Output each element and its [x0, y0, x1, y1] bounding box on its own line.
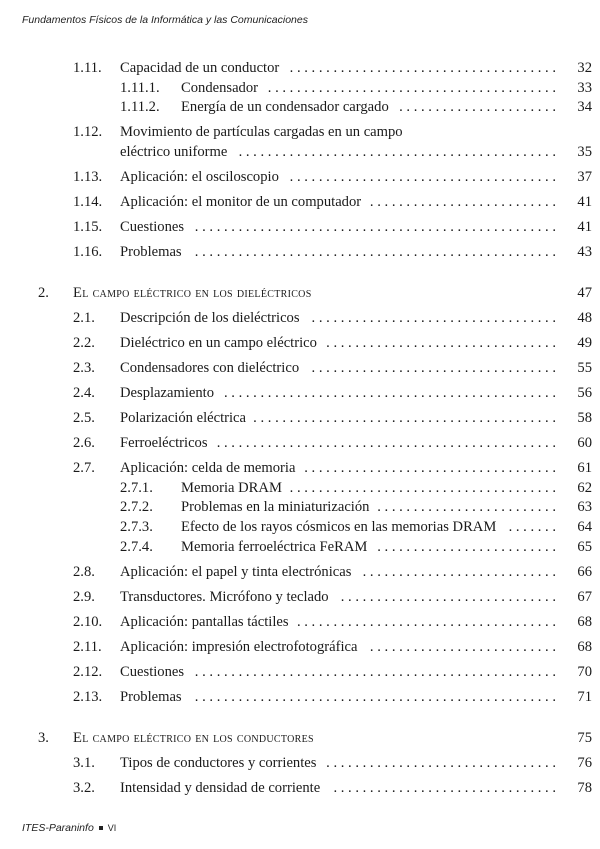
page-footer — [22, 822, 116, 834]
entry-number: 2.2. — [73, 334, 95, 351]
entry-number: 1.11.1. — [120, 79, 160, 96]
toc-chapter[interactable] — [0, 729, 600, 747]
entry-page: 76 — [577, 754, 592, 771]
toc-entry[interactable] — [0, 193, 600, 211]
entry-title: Problemas — [120, 688, 182, 705]
entry-number: 3.1. — [73, 754, 95, 771]
dot-leader: . . . . . . . . . . . . . . . . . . . . . . . . . . . . . . . . . . . . . . . . . . . . . . . — [216, 434, 556, 451]
entry-page: 48 — [577, 309, 592, 326]
entry-number: 2.3. — [73, 359, 95, 376]
entry-number: 2.1. — [73, 309, 95, 326]
entry-number: 2.13. — [73, 688, 103, 705]
entry-title: Problemas en la miniaturización — [181, 499, 370, 516]
entry-number: 1.11. — [73, 60, 102, 76]
dot-leader: . . . . . . . . . . . . . . . . . . . . . . . . . — [377, 538, 556, 555]
running-header: Fundamentos Físicos de la Informática y las Comunicaciones — [22, 14, 308, 26]
entry-title: Tipos de conductores y corrientes — [120, 754, 317, 771]
entry-number: 1.11.2. — [120, 99, 160, 116]
entry-page: 71 — [577, 688, 592, 705]
toc-entry[interactable] — [0, 218, 600, 236]
dot-leader: . . . . . . . . . . . . . . . . . . . . . . . . . . . . . . . . . . . . . — [289, 60, 556, 76]
entry-number: 2.12. — [73, 663, 103, 680]
toc-entry[interactable] — [0, 59, 600, 77]
entry-title: Ferroeléctricos — [120, 434, 208, 451]
entry-page: 62 — [577, 479, 592, 496]
toc-entry[interactable] — [0, 613, 600, 631]
entry-title: Polarización eléctrica — [120, 409, 246, 426]
entry-page: 47 — [577, 284, 592, 301]
entry-title: Aplicación: pantallas táctiles — [120, 613, 289, 630]
entry-title: Intensidad y densidad de corriente — [120, 779, 321, 796]
entry-page: 55 — [577, 359, 592, 376]
dot-leader: . . . . . . . . . . . . . . . . . . . . . . . . . . . . . . . . . . . . . . . . . . . . . . . . . . — [194, 663, 556, 680]
entry-page: 41 — [577, 193, 592, 210]
entry-title: Desplazamiento — [120, 384, 215, 401]
toc-entry[interactable] — [0, 459, 600, 477]
entry-page: 61 — [577, 459, 592, 476]
entry-page: 65 — [577, 538, 592, 555]
entry-page: 66 — [577, 563, 592, 580]
entry-title: Problemas — [120, 243, 182, 260]
entry-number: 2.11. — [73, 638, 102, 655]
entry-number: 1.16. — [73, 243, 103, 260]
entry-number: 2.9. — [73, 588, 95, 605]
entry-page: 78 — [577, 779, 592, 796]
entry-number: 2.10. — [73, 613, 103, 630]
entry-page: 34 — [577, 99, 592, 116]
entry-title: Descripción de los dieléctricos — [120, 309, 300, 326]
dot-leader: . . . . . . . . . . . . . . . . . . . . . . . . . . . . . . . . — [326, 334, 556, 351]
dot-leader: . . . . . . . . . . . . . . . . . . . . . . . . . — [377, 499, 556, 516]
entry-page: 64 — [577, 519, 592, 535]
entry-page: 70 — [577, 663, 592, 680]
entry-page: 43 — [577, 243, 592, 260]
page-number: VI — [107, 823, 117, 833]
toc-entry[interactable] — [0, 79, 600, 97]
toc-entry-continued[interactable] — [0, 143, 600, 161]
entry-title: Cuestiones — [120, 218, 185, 235]
entry-page: 68 — [577, 613, 592, 630]
dot-leader: . . . . . . . . . . . . . . . . . . . . . . . . . . . . . . . . . . . . . . . . . . . . . . . . . . — [194, 243, 556, 260]
dot-leader: . . . . . . . . . . . . . . . . . . . . . . . . . . — [369, 193, 556, 210]
toc-entry[interactable] — [0, 479, 600, 497]
entry-number: 2.8. — [73, 563, 95, 580]
toc-entry[interactable] — [0, 638, 600, 656]
toc-entry[interactable] — [0, 588, 600, 606]
dot-leader: . . . . . . . . . . . . . . . . . . . . . . . . . . . . . . . . . . . . . . . . . . . . . . . . . . — [194, 688, 556, 705]
toc-entry[interactable] — [0, 309, 600, 327]
entry-page: 63 — [577, 499, 592, 516]
dot-leader: . . . . . . . — [508, 519, 556, 535]
entry-number: 2.4. — [73, 384, 95, 401]
dot-leader: . . . . . . . . . . . . . . . . . . . . . . . . . . . . . . . . . . . . . . . . . . . . — [238, 143, 556, 160]
dot-leader: . . . . . . . . . . . . . . . . . . . . . . . . . . . . . . . . . . . — [304, 459, 556, 476]
toc-entry[interactable] — [0, 123, 600, 141]
entry-number: 2.7.4. — [120, 538, 153, 555]
entry-title: Dieléctrico en un campo eléctrico — [120, 334, 317, 351]
entry-title: Cuestiones — [120, 663, 185, 680]
toc-entry[interactable] — [0, 409, 600, 427]
entry-title: Aplicación: el papel y tinta electrónicas — [120, 563, 352, 580]
publisher-name: ITES-Paraninfo — [22, 822, 94, 834]
toc-entry[interactable] — [0, 688, 600, 706]
entry-number: 2.7.2. — [120, 499, 153, 516]
entry-title: Memoria ferroeléctrica FeRAM — [181, 538, 368, 555]
entry-title: Efecto de los rayos cósmicos en las memorias DRAM — [181, 519, 497, 535]
dot-leader: . . . . . . . . . . . . . . . . . . . . . . . . . . . . . . . . . . . . . — [289, 479, 556, 496]
entry-title: Memoria DRAM — [181, 479, 282, 496]
toc-entry[interactable] — [0, 434, 600, 452]
toc-entry[interactable] — [0, 243, 600, 261]
dot-leader: . . . . . . . . . . . . . . . . . . . . . . . . . . — [369, 638, 556, 655]
entry-page: 56 — [577, 384, 592, 401]
entry-title: El campo eléctrico en los dieléctricos — [73, 284, 312, 301]
toc-entry[interactable] — [0, 663, 600, 681]
entry-number: 2.7.1. — [120, 479, 153, 496]
entry-page: 49 — [577, 334, 592, 351]
entry-title: Condensadores con dieléctrico — [120, 359, 300, 376]
toc-entry[interactable] — [0, 334, 600, 352]
toc-entry[interactable] — [0, 779, 600, 797]
dot-leader: . . . . . . . . . . . . . . . . . . . . . . . . . . . . . . . — [333, 779, 556, 796]
toc-entry[interactable] — [0, 538, 600, 556]
entry-title: Aplicación: el monitor de un computador — [120, 193, 362, 210]
entry-title: Aplicación: impresión electrofotográfica — [120, 638, 358, 655]
entry-title: El campo eléctrico en los conductores — [73, 729, 314, 746]
toc-entry[interactable] — [0, 754, 600, 772]
dot-leader: . . . . . . . . . . . . . . . . . . . . . . . . . . . . . . . . . . . . . . . . . . . . . . — [223, 384, 556, 401]
dot-leader: . . . . . . . . . . . . . . . . . . . . . . . . . . . . . . . . . . . . . . . . . . — [253, 409, 556, 426]
entry-page: 58 — [577, 409, 592, 426]
entry-number: 1.14. — [73, 193, 103, 210]
entry-title: Aplicación: el osciloscopio — [120, 168, 279, 185]
entry-title: Movimiento de partículas cargadas en un campo — [120, 124, 403, 141]
entry-page: 32 — [577, 60, 592, 76]
entry-number: 2.5. — [73, 409, 95, 426]
toc-entry[interactable] — [0, 518, 600, 536]
entry-number: 2.6. — [73, 434, 95, 451]
dot-leader: . . . . . . . . . . . . . . . . . . . . . . . . . . . . . . . . . . . . . . . . — [267, 79, 556, 96]
entry-title: Transductores. Micrófono y teclado — [120, 588, 329, 605]
entry-page: 33 — [577, 79, 592, 96]
entry-number: 3. — [38, 729, 49, 746]
dot-leader: . . . . . . . . . . . . . . . . . . . . . . . . . . . . . . . . . . — [311, 309, 556, 326]
dot-leader: . . . . . . . . . . . . . . . . . . . . . . — [399, 99, 556, 116]
entry-title: Capacidad de un conductor — [120, 60, 280, 76]
toc-entry[interactable] — [0, 384, 600, 402]
entry-page: 67 — [577, 588, 592, 605]
dot-leader: . . . . . . . . . . . . . . . . . . . . . . . . . . . . . . . . . . . . . — [289, 168, 556, 185]
entry-number: 1.15. — [73, 218, 103, 235]
entry-number: 2. — [38, 284, 49, 301]
entry-page: 75 — [577, 729, 592, 746]
dot-leader: . . . . . . . . . . . . . . . . . . . . . . . . . . . . . . . . — [326, 754, 556, 771]
entry-page: 60 — [577, 434, 592, 451]
toc-entry[interactable] — [0, 563, 600, 581]
entry-page: 68 — [577, 638, 592, 655]
entry-number: 1.13. — [73, 168, 103, 185]
entry-page: 41 — [577, 218, 592, 235]
dot-leader: . . . . . . . . . . . . . . . . . . . . . . . . . . . . . . . . . . . . . . . . . . . . . . . . . . — [194, 218, 556, 235]
entry-number: 2.7. — [73, 459, 95, 476]
entry-number: 1.12. — [73, 124, 103, 141]
entry-title-continued: eléctrico uniforme — [120, 143, 228, 160]
dot-leader: . . . . . . . . . . . . . . . . . . . . . . . . . . . — [362, 563, 556, 580]
entry-title: Energía de un condensador cargado — [181, 99, 389, 116]
toc-entry[interactable] — [0, 168, 600, 186]
entry-title: Condensador — [181, 79, 259, 96]
dot-leader: . . . . . . . . . . . . . . . . . . . . . . . . . . . . . . — [340, 588, 556, 605]
entry-title: Aplicación: celda de memoria — [120, 459, 296, 476]
toc-chapter[interactable] — [0, 284, 600, 302]
entry-number: 3.2. — [73, 779, 95, 796]
entry-page: 35 — [577, 143, 592, 160]
entry-number: 2.7.3. — [120, 519, 153, 535]
dot-leader: . . . . . . . . . . . . . . . . . . . . . . . . . . . . . . . . . . . . — [296, 613, 556, 630]
square-bullet-icon — [99, 826, 103, 830]
toc-entry[interactable] — [0, 498, 600, 516]
dot-leader: . . . . . . . . . . . . . . . . . . . . . . . . . . . . . . . . . . — [311, 359, 556, 376]
entry-page: 37 — [577, 168, 592, 185]
toc-entry[interactable] — [0, 359, 600, 377]
toc-entry[interactable] — [0, 98, 600, 116]
